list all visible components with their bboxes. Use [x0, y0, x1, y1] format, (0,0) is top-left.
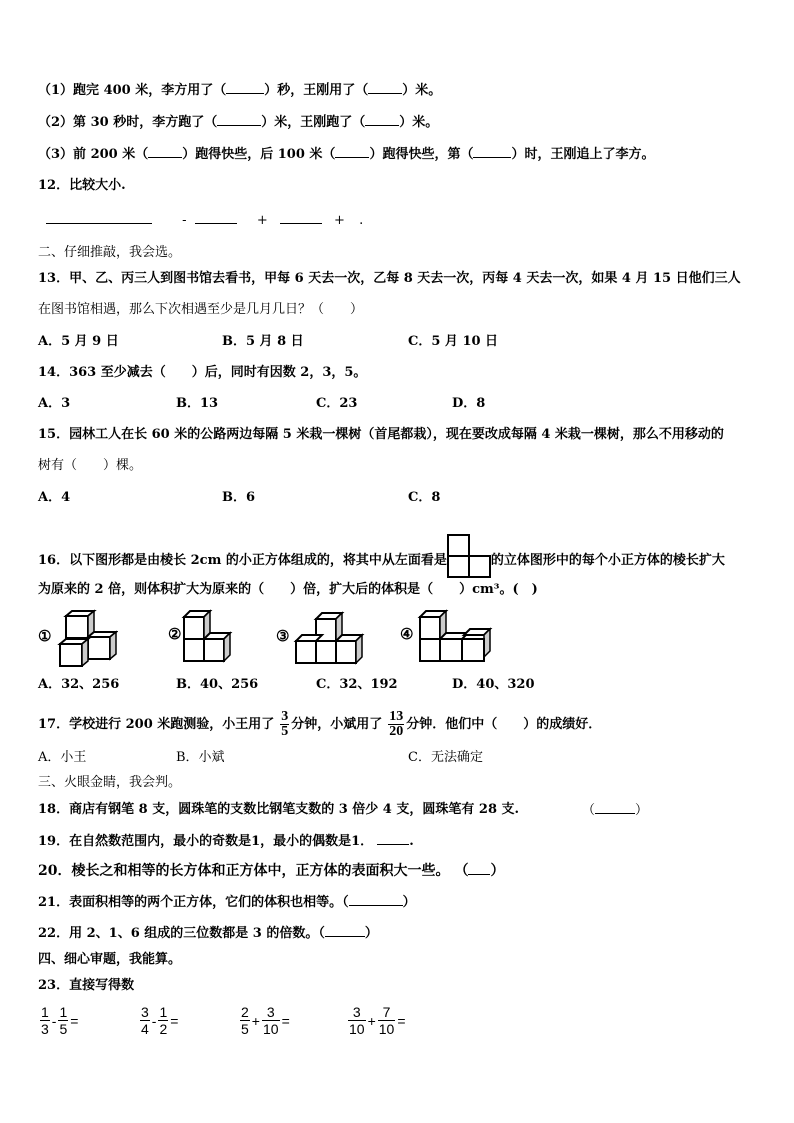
q15-option-a[interactable]: A．4	[38, 490, 71, 505]
q13-line1: 13．甲、乙、丙三人到图书馆去看书，甲每 6 天去一次，乙每 8 天去一次，丙每 4 天去一次，如果 4 月 15 日他们三人	[38, 271, 741, 286]
q11-sub2	[38, 113, 438, 132]
q14-option-d[interactable]: D．8	[452, 396, 486, 411]
answer-blank[interactable]	[226, 81, 264, 94]
answer-blank[interactable]	[325, 924, 365, 937]
q20-statement: 20．棱长之和相等的长方体和正方体中，正方体的表面积大一些。	[38, 863, 450, 879]
fraction	[262, 1004, 280, 1037]
equals-sign: =	[170, 1012, 179, 1029]
fraction	[388, 710, 404, 739]
svg-text:②: ②	[168, 626, 182, 643]
figure-2	[168, 607, 238, 671]
answer-blank[interactable]	[473, 145, 511, 158]
answer-blank[interactable]	[365, 113, 399, 126]
q16-option-d[interactable]: D．40、320	[452, 677, 535, 692]
q16-option-a[interactable]: A．32、256	[38, 677, 120, 692]
operator: +	[367, 1012, 376, 1029]
q11-sub3	[38, 145, 654, 164]
q15-line2: 树有（ ）棵。	[38, 458, 143, 473]
q13-option-c[interactable]: C．5 月 10 日	[408, 334, 499, 349]
numerator: 7	[382, 1004, 391, 1020]
answer-blank[interactable]	[280, 211, 322, 224]
numerator: 1	[59, 1004, 68, 1020]
fraction	[280, 710, 289, 739]
paren: （	[582, 803, 596, 818]
q22-text	[38, 924, 378, 943]
numerator: 3	[281, 709, 289, 724]
q17-option-a[interactable]: A．小王	[38, 750, 87, 765]
numerator: 2	[241, 1004, 249, 1020]
q14-option-a[interactable]: A．3	[38, 396, 71, 411]
paren: ）	[490, 863, 505, 879]
q21-text	[38, 893, 416, 912]
q16-line1-text-b: 的立体图形中的每个小正方体的棱长扩大	[490, 553, 725, 568]
cube-figure-3-icon	[276, 607, 366, 667]
fraction	[158, 1004, 168, 1037]
equals-sign: =	[281, 1012, 290, 1029]
plus-sign: +	[334, 213, 345, 228]
q11-sub1-text: （1）跑完 400 米，李方用了（	[38, 83, 227, 98]
period: .	[409, 834, 414, 849]
paren: ）	[402, 895, 416, 910]
q11-sub2-suffix: ）米。	[399, 115, 439, 130]
q17-text	[38, 710, 601, 739]
q15-option-b[interactable]: B．6	[222, 490, 256, 505]
q17-mid: 分钟，小斌用了	[291, 716, 383, 732]
q13-line2: 在图书馆相遇，那么下次相遇至少是几月几日？（ ）	[38, 302, 364, 317]
q11-sub2-mid: ）米，王刚跑了（	[261, 115, 366, 130]
equals-sign: =	[70, 1012, 79, 1029]
denominator: 3	[41, 1021, 49, 1037]
numerator: 3	[352, 1004, 361, 1020]
q13-option-a[interactable]: A．5 月 9 日	[38, 334, 119, 349]
answer-blank[interactable]	[468, 862, 490, 875]
calc-item-3[interactable]	[238, 1004, 290, 1037]
fraction	[40, 1004, 50, 1037]
q11-sub3-suffix: ）时，王刚追上了李方。	[511, 147, 655, 162]
q15-option-c[interactable]: C．8	[408, 490, 441, 505]
numerator: 3	[141, 1004, 149, 1020]
q17-suffix: 分钟．他们中（ ）的成绩好．	[406, 716, 602, 732]
q11-sub1	[38, 81, 441, 100]
answer-blank[interactable]	[595, 801, 635, 814]
figure-1	[38, 607, 118, 671]
section-2-heading: 二、仔细推敲，我会选。	[38, 245, 182, 260]
paren: ）	[635, 803, 649, 818]
period: .	[359, 213, 364, 228]
numerator: 1	[41, 1004, 49, 1020]
denominator: 5	[59, 1021, 68, 1037]
q18-text: 18．商店有钢笔 8 支，圆珠笔的支数比钢笔支数的 3 倍少 4 支，圆珠笔有 28 支.	[38, 802, 520, 817]
q19-statement: 19．在自然数范围内，最小的奇数是1，最小的偶数是1．	[38, 834, 374, 849]
calc-item-4[interactable]	[346, 1004, 406, 1037]
q11-sub3-mid2: ）跑得快些，第（	[369, 147, 474, 162]
q21-statement: 21．表面积相等的两个正方体，它们的体积也相等。（	[38, 895, 349, 910]
q17-option-c[interactable]: C．无法确定	[408, 750, 483, 765]
numerator: 13	[389, 709, 404, 724]
q17-option-b[interactable]: B．小斌	[176, 750, 225, 765]
q11-sub1-suffix: ）米。	[402, 83, 442, 98]
fraction	[240, 1004, 250, 1037]
figure-4	[400, 607, 500, 671]
q19-text	[38, 832, 414, 851]
answer-blank[interactable]	[148, 145, 182, 158]
answer-blank[interactable]	[335, 145, 369, 158]
operator: +	[251, 1012, 260, 1029]
calc-item-1[interactable]	[38, 1004, 78, 1037]
answer-blank[interactable]	[377, 832, 409, 845]
fraction	[378, 1004, 396, 1037]
fraction	[140, 1004, 150, 1037]
fraction	[58, 1004, 68, 1037]
svg-text:①: ①	[38, 628, 52, 645]
plus-sign: +	[256, 213, 268, 228]
denominator: 10	[349, 1021, 365, 1037]
denominator: 20	[389, 724, 404, 739]
cube-figure-4-icon	[400, 607, 500, 667]
q14-text: 14．363 至少减去（ ）后，同时有因数 2，3，5。	[38, 365, 367, 380]
answer-blank[interactable]	[46, 211, 152, 224]
q16-line1	[38, 534, 725, 578]
q20-text	[38, 862, 504, 880]
q12-compare-row	[46, 211, 363, 230]
svg-text:④: ④	[400, 626, 414, 643]
operator: -	[151, 1012, 157, 1029]
q13-option-b[interactable]: B．5 月 8 日	[222, 334, 304, 349]
q23-title: 23．直接写得数	[38, 978, 135, 993]
answer-blank[interactable]	[368, 81, 402, 94]
denominator: 5	[281, 724, 289, 739]
calc-item-2[interactable]	[138, 1004, 178, 1037]
q11-sub2-text: （2）第 30 秒时，李方跑了（	[38, 115, 218, 130]
operator: -	[51, 1012, 57, 1029]
cube-figure-1-icon	[38, 607, 118, 667]
left-view-shape-icon	[447, 534, 491, 578]
denominator: 2	[159, 1021, 168, 1037]
numerator: 3	[266, 1004, 275, 1020]
q16-option-c[interactable]: C．32、192	[316, 677, 398, 692]
q14-option-c[interactable]: C．23	[316, 396, 358, 411]
q11-sub3-text: （3）前 200 米（	[38, 147, 149, 162]
q11-sub3-mid1: ）跑得快些，后 100 米（	[182, 147, 336, 162]
cube-figure-2-icon	[168, 607, 238, 667]
denominator: 5	[241, 1021, 249, 1037]
figure-3	[276, 607, 366, 671]
minus-sign: -	[182, 213, 187, 228]
q11-sub1-mid: ）秒，王刚用了（	[264, 83, 369, 98]
answer-blank[interactable]	[195, 211, 237, 224]
q17-prefix: 17．学校进行 200 米跑测验，小王用了	[38, 716, 275, 732]
denominator: 10	[378, 1021, 395, 1037]
q16-line2: 为原来的 2 倍，则体积扩大为原来的（ ）倍，扩大后的体积是（ ）cm³。( )	[38, 582, 538, 597]
denominator: 10	[262, 1021, 279, 1037]
paren: ）	[364, 926, 378, 941]
section-4-heading: 四、细心审题，我能算。	[38, 952, 182, 967]
q15-line1: 15．园林工人在长 60 米的公路两边每隔 5 米栽一棵树（首尾都栽），现在要改成每隔 4 米栽一棵树，那么不用移动的	[38, 427, 724, 442]
section-3-heading: 三、火眼金睛，我会判。	[38, 775, 182, 790]
denominator: 4	[141, 1021, 149, 1037]
equals-sign: =	[397, 1012, 406, 1029]
paren: （	[461, 863, 469, 879]
answer-blank[interactable]	[349, 893, 403, 906]
numerator: 1	[159, 1004, 168, 1020]
q16-line1-text: 16．以下图形都是由棱长 2cm 的小正方体组成的，将其中从左面看是	[38, 553, 447, 568]
svg-text:③: ③	[276, 628, 290, 645]
q14-option-b[interactable]: B．13	[176, 396, 219, 411]
answer-blank[interactable]	[217, 113, 261, 126]
q16-option-b[interactable]: B．40、256	[176, 677, 259, 692]
fraction	[348, 1004, 366, 1037]
q12-title: 12．比较大小.	[38, 178, 126, 193]
q18-answer	[582, 801, 648, 820]
q22-statement: 22．用 2、1、6 组成的三位数都是 3 的倍数。（	[38, 926, 325, 941]
